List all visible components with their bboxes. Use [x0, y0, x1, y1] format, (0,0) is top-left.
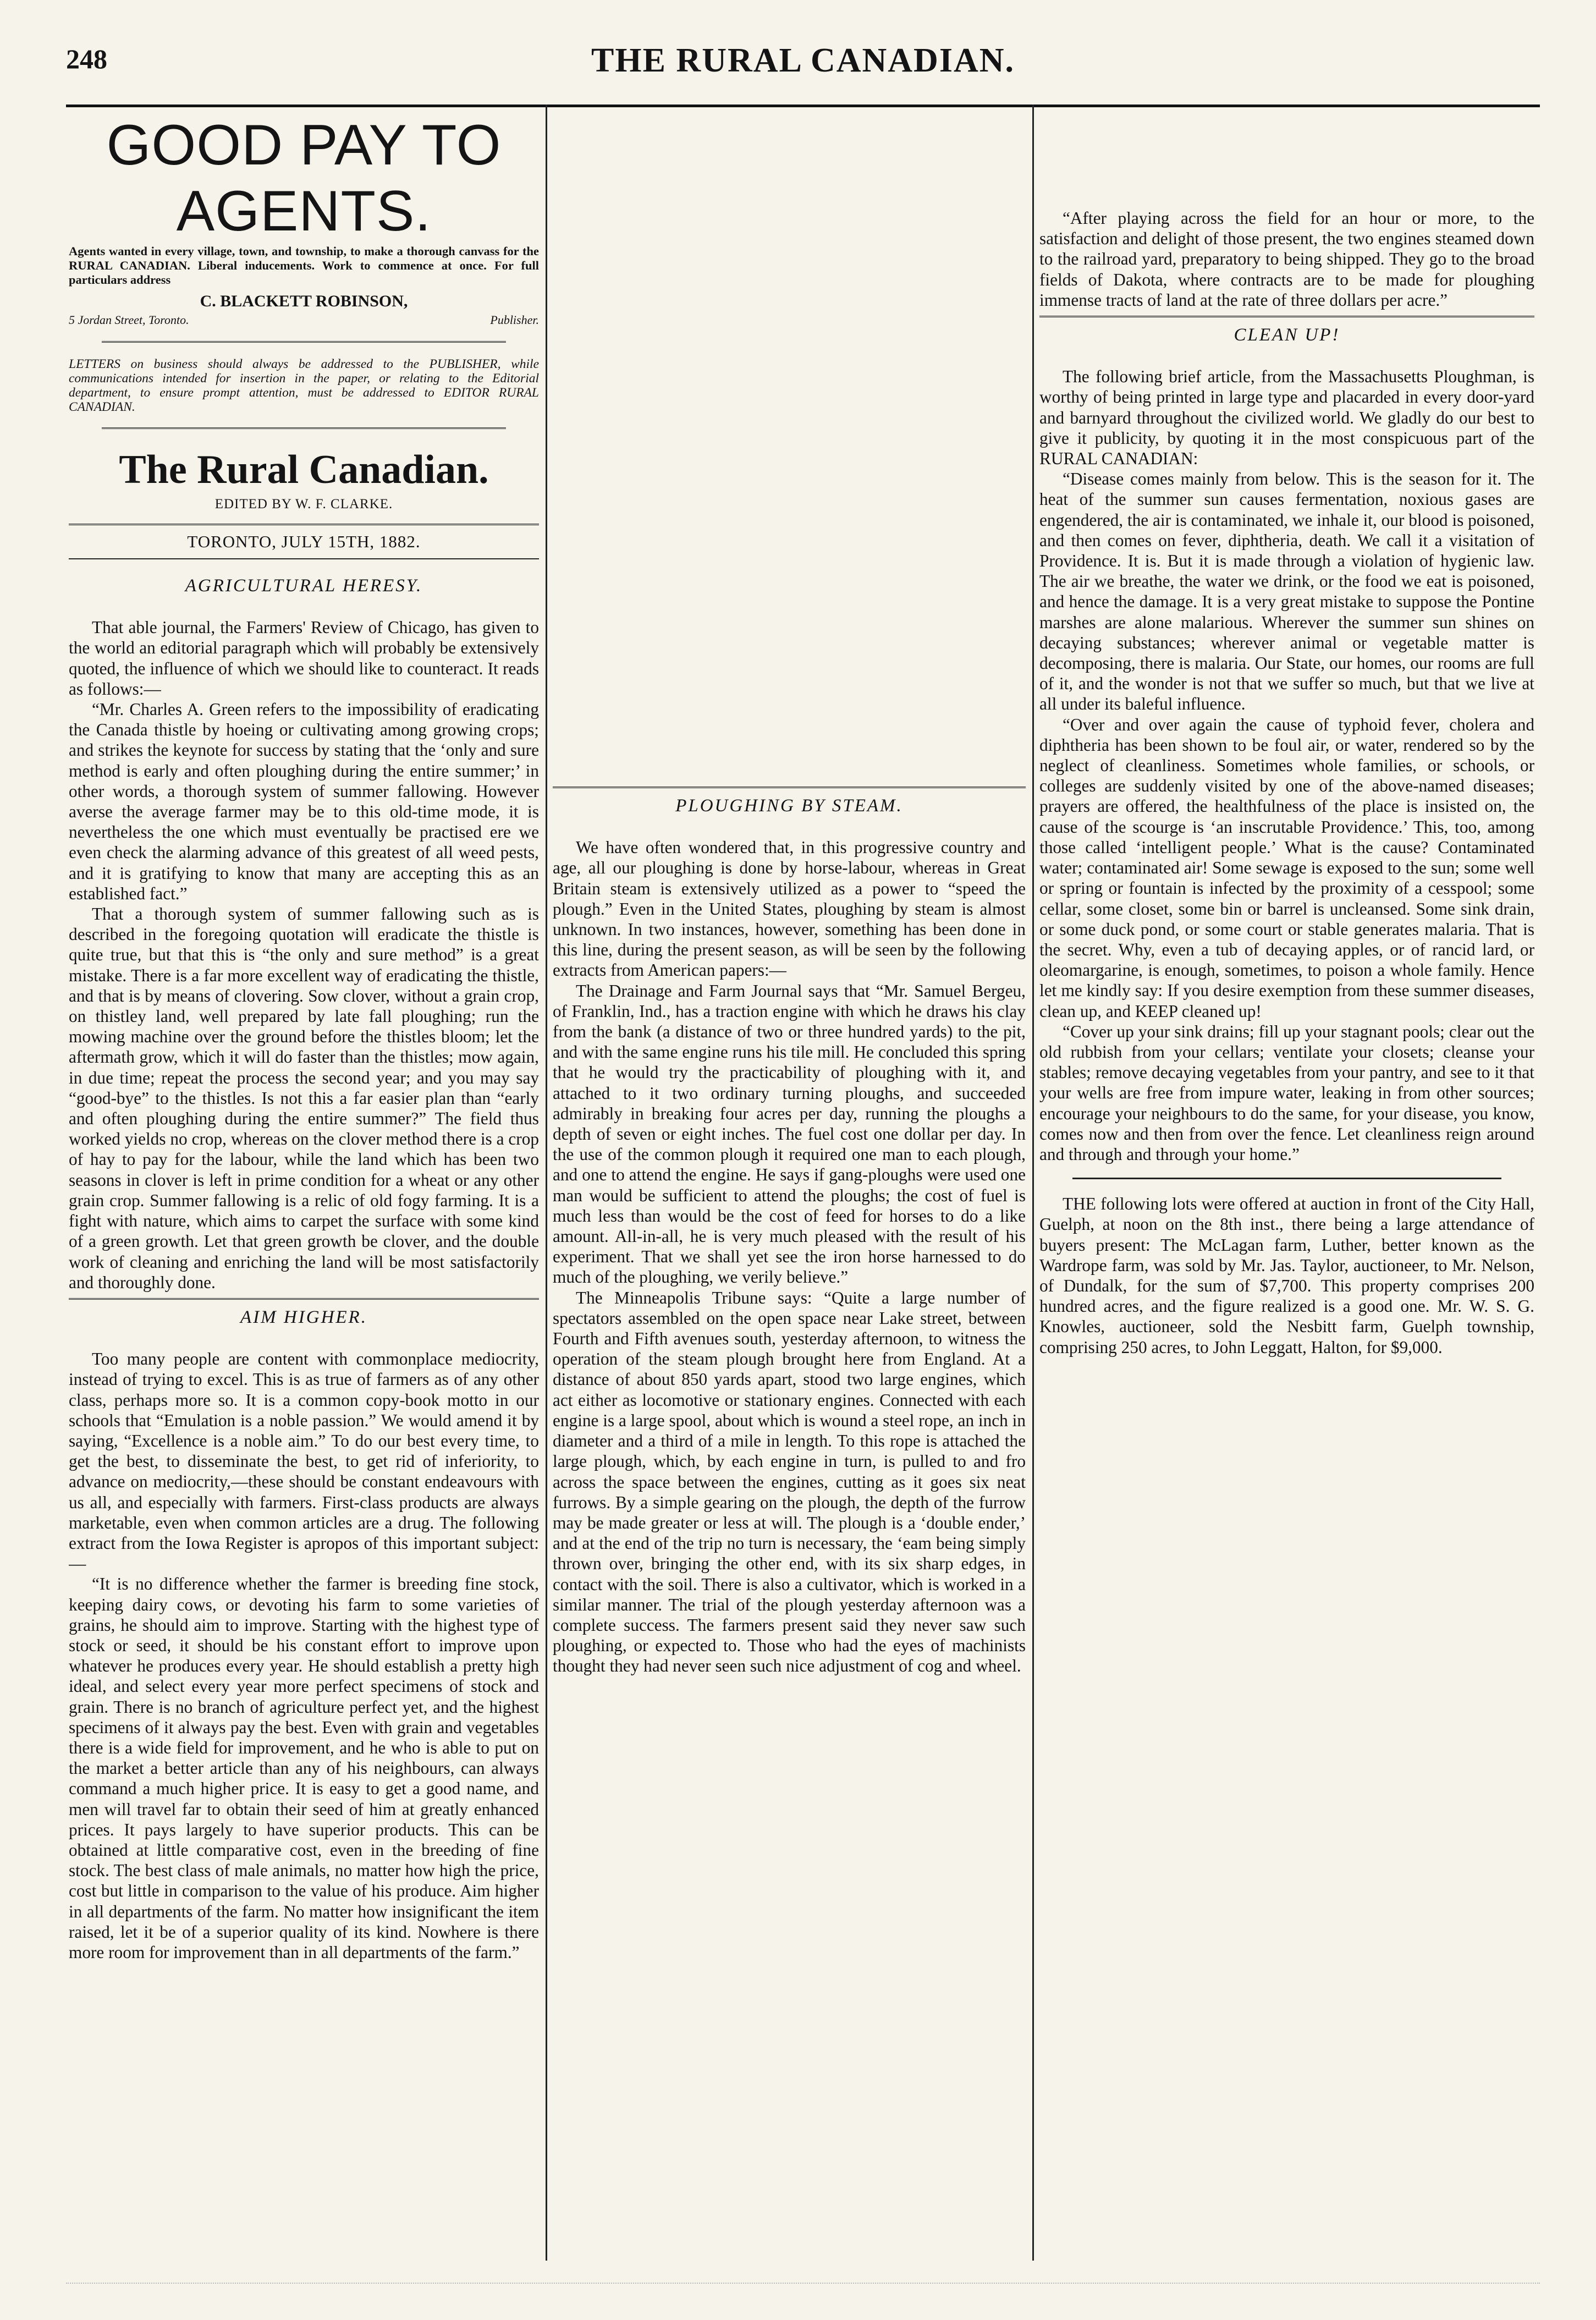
article-heading: AGRICULTURAL HERESY.	[185, 576, 423, 596]
article-paragraph: “It is no difference whether the farmer is breeding fine stock, keeping dairy cows, or devoting his farm to some varieties of grains, he should aim to improve. Starting with the highest type of stock or seed, it should be his constant effort to improve upon whatever he produces every year. He should establish a pretty high ideal, and select every year more perfect specimens of stock and grain. There is no branch of agriculture perfect yet, and the highest specimens of it always pay the best. Even with grain and vegetables there is a wide field for improvement, and he who is able to put on the market a better article than any of his neighbours, can always command a much higher price. It is easy to get a good name, and men will travel far to obtain their seed of him at greatly enhanced prices. It pays largely to have superior products. This can be obtained at little comparative cost, even in the breeding of fine stock. The best class of male animals, no matter how high the price, cost but little in comparison to the value of his produce. Aim higher in all departments of the farm. No matter how insignificant the item raised, let it be of a superior quality of its kind. Nowhere is there more room for improvement than in all departments of the farm.”	[69, 1574, 539, 1962]
page-bottom-edge	[66, 2283, 1540, 2306]
column-rule	[1032, 105, 1034, 2261]
divider	[1072, 1178, 1501, 1179]
article-paragraph: The Minneapolis Tribune says: “Quite a large number of spectators assembled on the open space near Lake street, between Fourth and Fifth avenues south, yesterday afternoon, to witness the operation of the steam plough brought here from England. At a distance of about 850 yards apart, stood two large engines, which act either as locomotive or stationary engines. Connected with each engine is a large spool, about which is wound a steel rope, an inch in diameter and a third of a mile in length. To this rope is attached the large plough, which, by each engine in turn, is pulled to and fro across the space between the engines, cutting as it goes six neat furrows. By a simple gearing on the plough, the depth of the furrow may be made greater or less at will. The plough is a ‘double ender,’ and at the end of the trip no turn is necessary, the ‘eam being simply thrown over, bringing the other end, with its six sharp edges, in contact with the soil. There is also a cultivator, which is worked in a similar manner. The trial of the plough yesterday afternoon was a complete success. The farmers present said they never saw such ploughing, or expected to. Those who had the eyes of machinists thought they had never seen such nice adjustment of cog and wheel.	[553, 1288, 1026, 1676]
page-number: 248	[66, 43, 107, 74]
article-paragraph: That a thorough system of summer fallowing such as is described in the foregoing quotation will eradicate the thistle is quite true, but that this is “the only and sure method” is a great mistake. There is a far more excellent way of eradicating the thistle, and that is by means of clovering. Sow clover, without a grain crop, on thistley land, well prepared by late fall ploughing; run the mowing machine over the ground before the thistles bloom; let the aftermath grow, which it will do faster than the thistles; mow again, in due time; repeat the process the second year; and you may say “good-bye” to the thistles. Is not this a far easier plan than “early and often ploughing during the entire summer?” The field thus worked yields no crop, whereas on the clover method there is a crop of hay to pay for the labour, while the land which has been two seasons in clover is left in prime condition for a wheat or any other grain crop. Summer fallowing is a relic of old fogy farming. It is a fight with nature, which aims to carpet the surface with some kind of a green growth. Let that green growth be clover, and the double work of cleaning and enriching the land will be most satisfactorily and thoroughly done.	[69, 904, 539, 1292]
ad-body: Agents wanted in every village, town, and township, to make a thorough canvass for the RURAL CANADIAN. Liberal inducements. Work to commence at once. For full particulars address	[69, 244, 539, 287]
divider	[102, 427, 506, 429]
column-3	[1039, 105, 1534, 2283]
article-paragraph: Too many people are content with commonplace mediocrity, instead of trying to excel. This is as true of farmers as of any other class, perhaps more so. It is a common copy-book motto in our schools that “Emulation is a noble passion.” We would amend it by saying, “Excellence is a noble aim.” To do our best every time, to get the best, to disseminate the best, to get rid of inferiority, to advance on mediocrity,—these should be constant endeavours with us all, and especially with farmers. First-class products are always marketable, even when common articles are a drug. The following extract from the Iowa Register is apropos of this important subject:—	[69, 1349, 539, 1574]
dateline: TORONTO, JULY 15TH, 1882.	[69, 524, 539, 559]
article-paragraph: THE following lots were offered at auction in front of the City Hall, Guelph, at noon on the 8th inst., there being a large attendance of buyers present: The McLagan farm, Luther, better known as the Wardrope farm, was sold by Mr. Jas. Taylor, auctioneer, to Mr. Nelson, of Dundalk, for the sum of $7,700. This property comprises 200 hundred acres, and the figure realized is a good one. Mr. W. S. G. Knowles, auctioneer, sold the Nesbitt farm, Guelph township, comprising 250 acres, to John Leggatt, Halton, for $9,000.	[1039, 1194, 1534, 1357]
article-heading: CLEAN UP!	[1039, 316, 1534, 345]
ad-role: Publisher.	[490, 313, 539, 327]
article-paragraph: The Drainage and Farm Journal says that “Mr. Samuel Bergeu, of Franklin, Ind., has a traction engine with which he draws his clay from the bank (a distance of two or three hundred yards) to the pit, and with the same engine runs his tile mill. He concluded this spring that he would try the practicability of ploughing with it, and attached to it two ordinary turning ploughs, and succeeded admirably in breaking four acres per day, running the ploughs a depth of seven or eight inches. The fuel cost one dollar per day. In the use of the common plough it required one man to each plough, and one to attend the engine. He says if gang-ploughs were used one man would be sufficient to attend the ploughs; the cost of fuel is much less than would be the cost of feed for horses to do a like amount. All-in-all, he is very much pleased with the result of his experiment. That we shall yet see the iron horse harnessed to do much of the ploughing, we verily believe.”	[553, 981, 1026, 1287]
article-paragraph: “Cover up your sink drains; fill up your stagnant pools; clear out the old rubbish from your cellars; ventilate your closets; cleanse your stables; remove decaying vegetables from your pantry, and see to it that your wells are free from impure water, leaking in from other sources; encourage your neighbours to do the same, for your disease, you know, comes now and then from over the fence. Let cleanliness reign around and through and through your home.”	[1039, 1021, 1534, 1164]
article-paragraph: “Over and over again the cause of typhoid fever, cholera and diphtheria has been shown to be foul air, or water, rendered so by the neglect of cleanliness. Sometimes whole families, or schools, or colleges are suddenly visited by one of the above-named diseases; prayers are offered, the healthfulness of the place is insisted on, the cause of the scourge is ‘an inscrutable Providence.’ This, too, among those called ‘intelligent people.’ What is the cause? Contaminated water; contaminated air! Some sewage is exposed to the sun; some well or spring or fountain is infected by the proximity of a cesspool; some cellar, some closet, some bin or barrel is uncleansed. Some sink drain, or some duck pond, or some court or stable generates malaria. That is the secret. Why, even a tub of decaying apples, or of rancid lard, or oleomargarine, is enough, sometimes, to poison a whole family. Hence let me kindly say: If you desire exemption from these summer diseases, clean up, and KEEP cleaned up!	[1039, 714, 1534, 1021]
column-1	[69, 105, 539, 2283]
article-paragraph: “Mr. Charles A. Green refers to the impossibility of eradicating the Canada thistle by hoeing or cultivating among growing crops; and strikes the keynote for success by stating that the ‘only and sure method is early and often ploughing during the entire summer;’ in other words, a thorough system of summer fallowing. However averse the average farmer may be to this old-time mode, it is nevertheless the one which must eventually be practised ere we even check the alarming advance of this greatest of all weed pests, and it is gratifying to know that many are accepting this as an established fact.”	[69, 700, 539, 903]
article-heading: PLOUGHING BY STEAM.	[553, 787, 1026, 816]
ad-address-line	[69, 312, 539, 328]
ad-address: 5 Jordan Street, Toronto.	[69, 313, 189, 327]
masthead-editor: EDITED BY W. F. CLARKE.	[214, 497, 393, 512]
paper-title: THE RURAL CANADIAN.	[591, 42, 1015, 79]
publisher-notice: LETTERS on business should always be addressed to the PUBLISHER, while communications intended for insertion in the paper, or relating to the Editorial department, to ensure prompt attention, must be addressed to EDITOR RURAL CANADIAN.	[69, 357, 539, 414]
column-2	[553, 105, 1026, 2283]
ad-title: GOOD PAY TO AGENTS.	[106, 113, 502, 243]
running-head	[66, 22, 1540, 107]
article-paragraph: “Disease comes mainly from below. This is the season for it. The heat of the summer sun causes fermentation, noxious gases are engendered, the air is contaminated, we inhale it, our blood is poisoned, and then comes on fever, diphtheria, death. We call it a visitation of Providence. It is. But it is made through a violation of hygienic law. The air we breathe, the water we drink, or the food we eat is poisoned, and hence the damage. It is a very great mistake to suppose the Pontine marshes are alone malarious. Wherever the summer sun shines on decaying substances; wherever animal or vegetable matter is decomposing, there is malaria. Our State, our homes, our rooms are full of it, and the wonder is not that we suffer so much, but that we live at all under its baleful influence.	[1039, 469, 1534, 714]
masthead-title: The Rural Canadian.	[119, 447, 489, 492]
divider	[102, 341, 506, 343]
column-rule	[546, 105, 547, 2261]
article-paragraph: “After playing across the field for an hour or more, to the satisfaction and delight of those present, the two engines steamed down to the railroad yard, preparatory to being shipped. They go to the broad fields of Dakota, where contracts are to be made for ploughing immense tracts of land at the rate of three dollars per acre.”	[1039, 208, 1534, 310]
article-heading: AIM HIGHER.	[69, 1298, 539, 1328]
ad-publisher-name: C. BLACKETT ROBINSON,	[200, 292, 408, 310]
article-paragraph: That able journal, the Farmers' Review of Chicago, has given to the world an editorial paragraph which will probably be extensively quoted, the influence of which we should like to counteract. It reads as follows:—	[69, 618, 539, 699]
article-paragraph: We have often wondered that, in this progressive country and age, all our ploughing is done by horse-labour, whereas in Great Britain steam is extensively utilized as a power to “speed the plough.” Even in the United States, ploughing by steam is almost unknown. In two instances, however, something has been done in this line, during the present season, as will be seen by the following extracts from American papers:—	[553, 838, 1026, 980]
article-paragraph: The following brief article, from the Massachusetts Ploughman, is worthy of being printed in large type and placarded in every door-yard and barnyard throughout the civilized world. We gladly do our best to give it publicity, by quoting it in the most conspicuous part of the RURAL CANADIAN:	[1039, 367, 1534, 469]
